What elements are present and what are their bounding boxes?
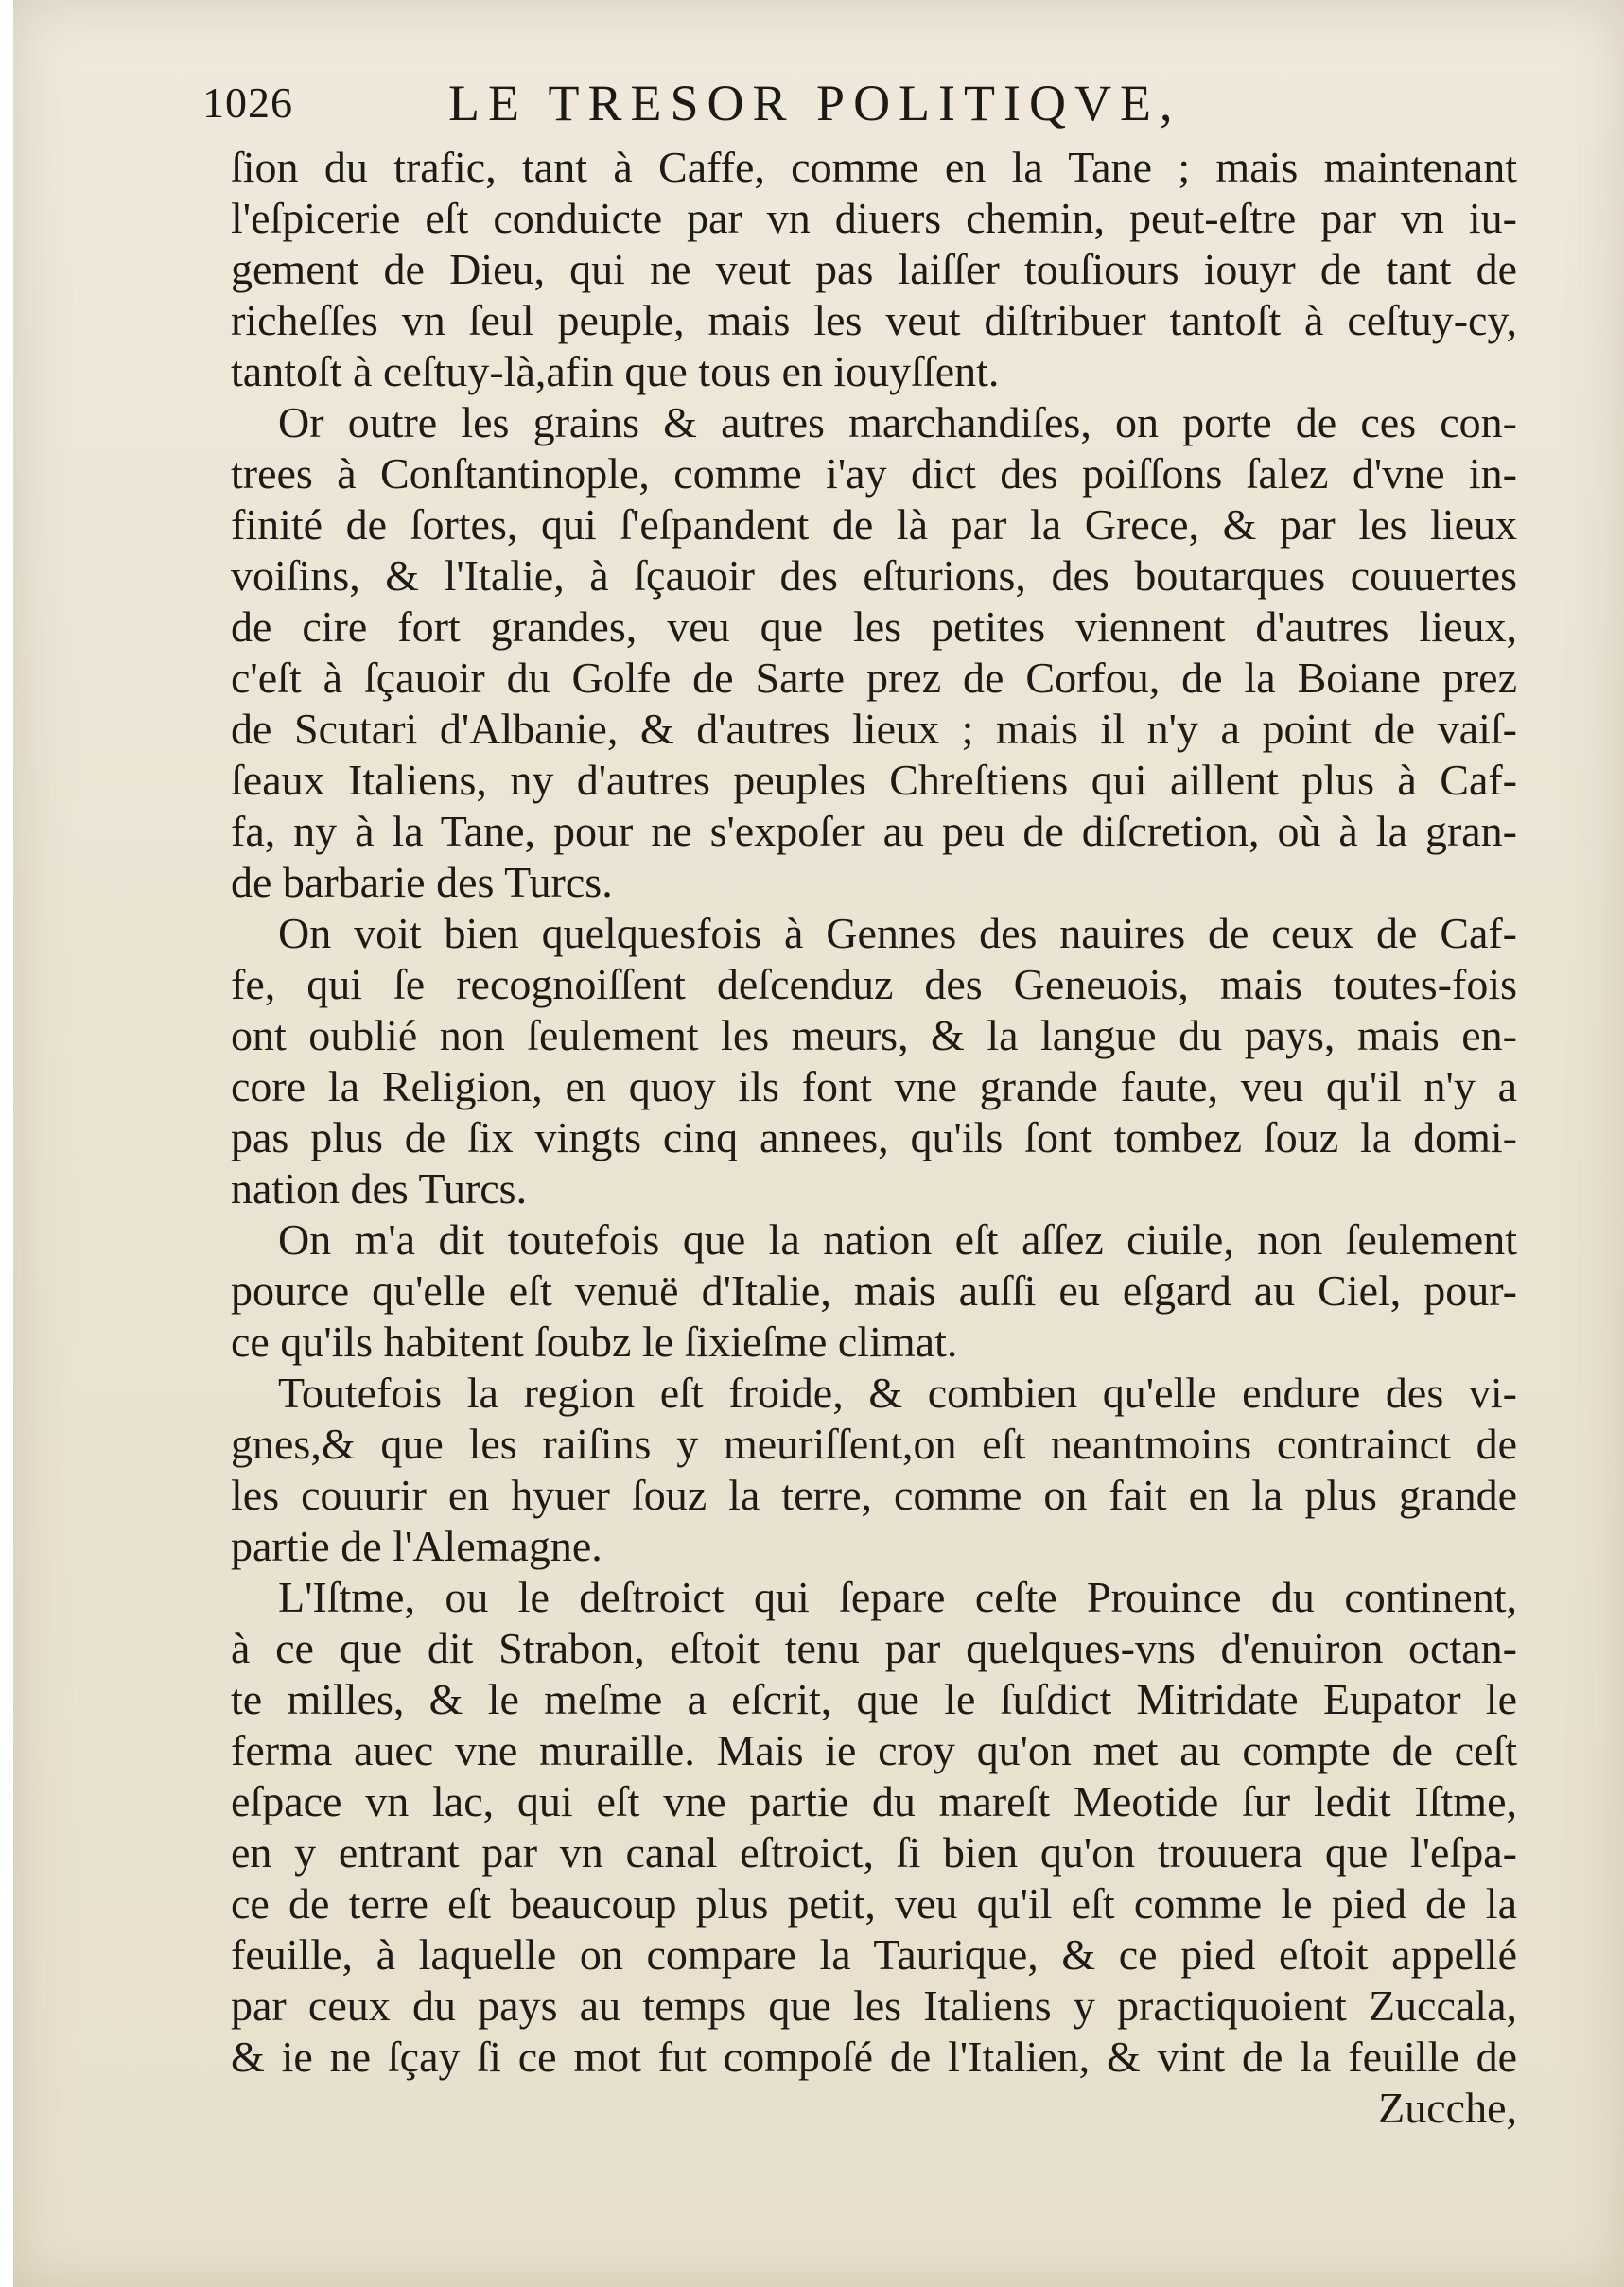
text-line: richeſſes vn ſeul peuple, mais les veut diſtribuer tantoſt à ceſtuy-cy,: [231, 296, 1517, 344]
text-line: les couurir en hyuer ſouz la terre, comme on fait en la plus grande: [231, 1471, 1517, 1519]
text-line: finité de ſortes, qui ſ'eſpandent de là par la Grece, & par les lieux: [231, 500, 1517, 549]
text-line: c'eſt à ſçauoir du Golfe de Sarte prez de Corfou, de la Boiane prez: [231, 654, 1517, 702]
text-line: ce qu'ils habitent ſoubz le ſixieſme climat.: [231, 1318, 958, 1366]
text-line: ont oublié non ſeulement les meurs, & la langue du pays, mais en-: [231, 1011, 1517, 1059]
text-line: de Scutari d'Albanie, & d'autres lieux ; mais il n'y a point de vaiſ-: [231, 705, 1517, 753]
text-line: L'Iſtme, ou le deſtroict qui ſepare ceſte Prouince du continent,: [278, 1573, 1517, 1621]
text-line: feuille, à laquelle on compare la Taurique, & ce pied eſtoit appellé: [231, 1930, 1517, 1979]
text-line: eſpace vn lac, qui eſt vne partie du mareſt Meotide ſur ledit Iſtme,: [231, 1777, 1517, 1825]
text-line: ſion du trafic, tant à Caffe, comme en la Tane ; mais maintenant: [231, 143, 1517, 191]
text-line: partie de l'Alemagne.: [231, 1522, 602, 1570]
paragraph: [231, 1572, 1517, 2083]
text-line: Toutefois la region eſt froide, & combien qu'elle endure des vi-: [278, 1369, 1517, 1417]
text-line: te milles, & le meſme a eſcrit, que le ſuſdict Mitridate Eupator le: [231, 1675, 1517, 1723]
text-line: tantoſt à ceſtuy-là,afin que tous en iouyſſent.: [231, 347, 1000, 395]
text-line: l'eſpicerie eſt conduicte par vn diuers chemin, peut-eſtre par vn iu-: [231, 194, 1517, 242]
page-header: [202, 68, 1527, 144]
text-line: ferma auec vne muraille. Mais ie croy qu'on met au compte de ceſt: [231, 1726, 1517, 1774]
text-line: ſeaux Italiens, ny d'autres peuples Chreſtiens qui aillent plus à Caf-: [231, 756, 1517, 804]
text-line: voiſins, & l'Italie, à ſçauoir des eſturions, des boutarques couuertes: [231, 551, 1517, 600]
text-line: gement de Dieu, qui ne veut pas laiſſer touſiours iouyr de tant de: [231, 245, 1517, 293]
text-line: fa, ny à la Tane, pour ne s'expoſer au peu de diſcretion, où à la gran-: [231, 807, 1517, 855]
text-line: à ce que dit Strabon, eſtoit tenu par quelques-vns d'enuiron octan-: [231, 1624, 1517, 1672]
text-line: On voit bien quelquesfois à Gennes des nauires de ceux de Caf-: [278, 909, 1517, 957]
text-line: par ceux du pays au temps que les Italiens y practiquoient Zuccala,: [231, 1981, 1517, 2030]
text-line: ce de terre eſt beaucoup plus petit, veu qu'il eſt comme le pied de la: [231, 1879, 1517, 1928]
paragraph: [231, 397, 1517, 908]
paragraph: [231, 1368, 1517, 1572]
text-line: pource qu'elle eſt venuë d'Italie, mais auſſi eu eſgard au Ciel, pour-: [231, 1266, 1517, 1315]
text-line: On m'a dit toutefois que la nation eſt aſſez ciuile, non ſeulement: [278, 1215, 1517, 1264]
text-line: fe, qui ſe recognoiſſent deſcenduz des Geneuois, mais toutes-fois: [231, 960, 1517, 1008]
paragraph: [231, 1214, 1517, 1368]
text-line: core la Religion, en quoy ils font vne grande faute, veu qu'il n'y a: [231, 1062, 1517, 1110]
body-text: [231, 142, 1517, 2134]
text-line: nation des Turcs.: [231, 1164, 528, 1213]
text-line: de cire fort grandes, veu que les petites viennent d'autres lieux,: [231, 602, 1517, 651]
text-line: & ie ne ſçay ſi ce mot fut compoſé de l'Italien, & vint de la feuille de: [231, 2033, 1517, 2081]
text-line: pas plus de ſix vingts cinq annees, qu'ils ſont tombez ſouz la domi-: [231, 1113, 1517, 1161]
text-line: de barbarie des Turcs.: [231, 858, 613, 906]
folio-number: 1026: [202, 79, 293, 127]
catchword: Zucche,: [1378, 2084, 1517, 2132]
paragraph: [231, 142, 1517, 397]
book-page: [13, 0, 1624, 2287]
paragraph: [231, 908, 1517, 1214]
text-line: gnes,& que les raiſins y meuriſſent,on eſt neantmoins contrainct de: [231, 1420, 1517, 1468]
text-line: en y entrant par vn canal eſtroict, ſi bien qu'on trouuera que l'eſpa-: [231, 1828, 1517, 1877]
running-title: LE TRESOR POLITIQVE,: [448, 75, 1181, 131]
text-line: Or outre les grains & autres marchandiſes, on porte de ces con-: [278, 398, 1517, 446]
text-line: trees à Conſtantinople, comme i'ay dict des poiſſons ſalez d'vne in-: [231, 449, 1517, 498]
